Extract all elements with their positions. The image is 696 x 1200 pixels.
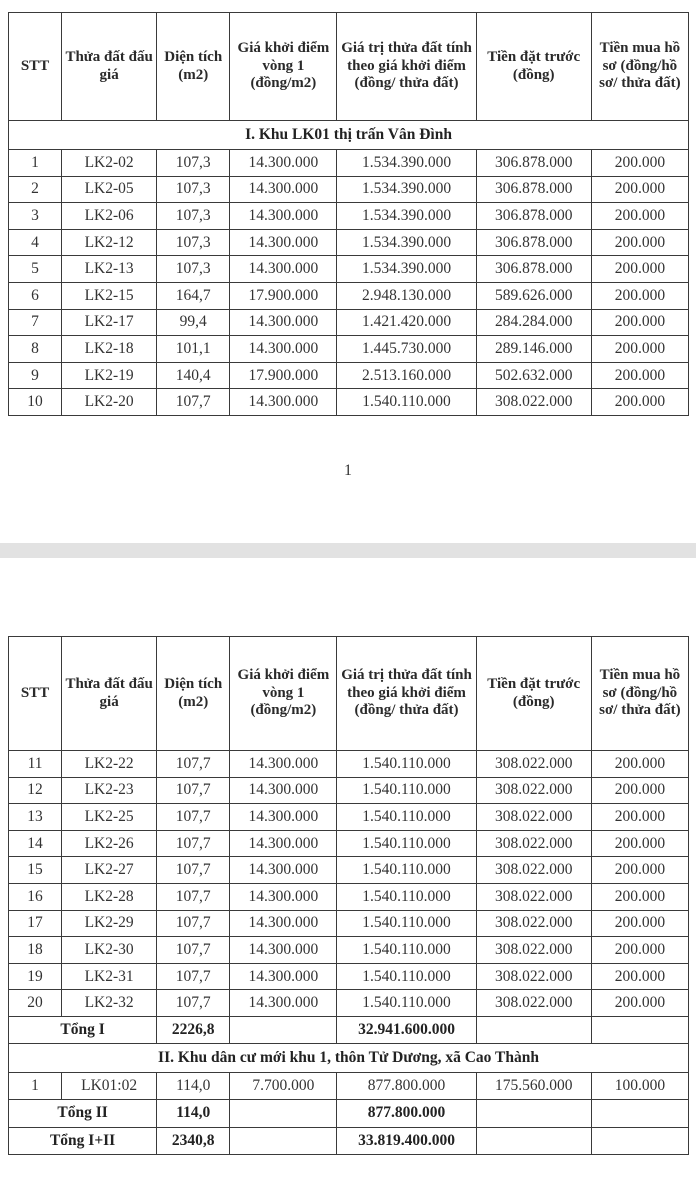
cell-dossier-fee: 200.000 [591,751,688,778]
cell-stt: 7 [9,309,62,336]
cell-parcel-value: 1.540.110.000 [337,830,476,857]
cell-parcel-value: 2.948.130.000 [337,282,476,309]
table-row [9,256,689,283]
total-empty [476,1127,591,1155]
cell-start-price: 14.300.000 [230,804,337,831]
cell-area: 107,3 [157,176,230,203]
table-row [9,362,689,389]
cell-deposit: 308.022.000 [476,389,591,416]
cell-parcel-value: 1.540.110.000 [337,910,476,937]
cell-stt: 17 [9,910,62,937]
cell-deposit: 306.878.000 [476,203,591,230]
cell-dossier-fee: 200.000 [591,910,688,937]
cell-parcel-value: 877.800.000 [337,1073,476,1100]
cell-start-price: 14.300.000 [230,857,337,884]
cell-start-price: 14.300.000 [230,990,337,1017]
cell-stt: 11 [9,751,62,778]
grand-total-label: Tổng I+II [9,1127,157,1155]
cell-deposit: 306.878.000 [476,229,591,256]
cell-dossier-fee: 200.000 [591,256,688,283]
header-deposit: Tiền đặt trước (đồng) [476,637,591,751]
header-parcel: Thửa đất đấu giá [62,13,157,121]
cell-parcel-value: 1.540.110.000 [337,751,476,778]
cell-parcel: LK2-22 [62,751,157,778]
table-row [9,176,689,203]
table-row [9,990,689,1017]
total-area: 114,0 [157,1100,230,1128]
cell-stt: 8 [9,336,62,363]
header-stt: STT [9,637,62,751]
cell-parcel-value: 1.540.110.000 [337,777,476,804]
cell-parcel-value: 1.421.420.000 [337,309,476,336]
cell-dossier-fee: 200.000 [591,804,688,831]
cell-deposit: 308.022.000 [476,910,591,937]
header-start-price: Giá khởi điểm vòng 1 (đồng/m2) [230,13,337,121]
cell-area: 107,7 [157,963,230,990]
total-empty [591,1016,688,1044]
cell-deposit: 306.878.000 [476,150,591,177]
cell-start-price: 14.300.000 [230,937,337,964]
header-area: Diện tích (m2) [157,637,230,751]
page-break-divider [0,543,696,558]
cell-start-price: 14.300.000 [230,777,337,804]
cell-start-price: 14.300.000 [230,256,337,283]
cell-dossier-fee: 200.000 [591,362,688,389]
cell-start-price: 14.300.000 [230,150,337,177]
cell-deposit: 308.022.000 [476,883,591,910]
table-header-row [9,13,689,121]
cell-start-price: 14.300.000 [230,389,337,416]
total-empty [591,1100,688,1128]
cell-deposit: 289.146.000 [476,336,591,363]
cell-dossier-fee: 200.000 [591,389,688,416]
cell-parcel-value: 1.540.110.000 [337,857,476,884]
cell-area: 107,7 [157,857,230,884]
cell-dossier-fee: 200.000 [591,309,688,336]
cell-parcel: LK2-06 [62,203,157,230]
cell-parcel-value: 1.540.110.000 [337,963,476,990]
cell-start-price: 14.300.000 [230,203,337,230]
cell-parcel: LK2-23 [62,777,157,804]
cell-dossier-fee: 200.000 [591,777,688,804]
table-row [9,389,689,416]
cell-area: 107,7 [157,777,230,804]
cell-start-price: 14.300.000 [230,309,337,336]
cell-parcel-value: 1.540.110.000 [337,990,476,1017]
total-value: 32.941.600.000 [337,1016,476,1044]
cell-parcel: LK2-31 [62,963,157,990]
total-section-2-row [9,1100,689,1128]
cell-stt: 2 [9,176,62,203]
section-1-title-row [9,121,689,150]
cell-start-price: 17.900.000 [230,282,337,309]
cell-parcel: LK2-32 [62,990,157,1017]
cell-dossier-fee: 200.000 [591,176,688,203]
cell-area: 107,7 [157,830,230,857]
cell-parcel: LK01:02 [62,1073,157,1100]
cell-start-price: 7.700.000 [230,1073,337,1100]
cell-stt: 10 [9,389,62,416]
cell-deposit: 308.022.000 [476,830,591,857]
cell-parcel-value: 1.445.730.000 [337,336,476,363]
cell-area: 107,7 [157,910,230,937]
cell-start-price: 14.300.000 [230,910,337,937]
cell-deposit: 308.022.000 [476,963,591,990]
cell-area: 107,7 [157,389,230,416]
cell-dossier-fee: 200.000 [591,883,688,910]
cell-dossier-fee: 200.000 [591,963,688,990]
cell-parcel-value: 1.540.110.000 [337,804,476,831]
header-parcel-value: Giá trị thửa đất tính theo giá khởi điểm (đồng/ thửa đất) [337,637,476,751]
cell-start-price: 14.300.000 [230,963,337,990]
cell-start-price: 14.300.000 [230,229,337,256]
cell-deposit: 306.878.000 [476,256,591,283]
header-deposit: Tiền đặt trước (đồng) [476,13,591,121]
cell-start-price: 14.300.000 [230,883,337,910]
table-row [9,282,689,309]
cell-dossier-fee: 200.000 [591,336,688,363]
cell-parcel: LK2-30 [62,937,157,964]
cell-start-price: 14.300.000 [230,830,337,857]
cell-dossier-fee: 200.000 [591,203,688,230]
grand-total-value: 33.819.400.000 [337,1127,476,1155]
cell-stt: 4 [9,229,62,256]
cell-parcel-value: 1.540.110.000 [337,937,476,964]
cell-deposit: 175.560.000 [476,1073,591,1100]
header-parcel: Thửa đất đấu giá [62,637,157,751]
table-row [9,804,689,831]
cell-parcel: LK2-27 [62,857,157,884]
cell-area: 107,7 [157,883,230,910]
cell-parcel-value: 1.534.390.000 [337,203,476,230]
cell-parcel: LK2-12 [62,229,157,256]
table-row [9,309,689,336]
auction-table-page-2 [8,636,689,1155]
cell-area: 140,4 [157,362,230,389]
cell-stt: 15 [9,857,62,884]
total-empty [476,1100,591,1128]
cell-deposit: 308.022.000 [476,857,591,884]
cell-deposit: 306.878.000 [476,176,591,203]
cell-area: 107,7 [157,990,230,1017]
cell-stt: 20 [9,990,62,1017]
cell-parcel-value: 1.534.390.000 [337,256,476,283]
table-row [9,751,689,778]
table-row [9,910,689,937]
cell-parcel-value: 1.540.110.000 [337,883,476,910]
table-row [9,150,689,177]
table-row [9,336,689,363]
cell-deposit: 308.022.000 [476,751,591,778]
cell-deposit: 502.632.000 [476,362,591,389]
cell-stt: 5 [9,256,62,283]
total-empty [476,1016,591,1044]
cell-start-price: 14.300.000 [230,336,337,363]
cell-parcel: LK2-18 [62,336,157,363]
cell-deposit: 308.022.000 [476,777,591,804]
cell-stt: 9 [9,362,62,389]
cell-area: 107,7 [157,804,230,831]
cell-stt: 6 [9,282,62,309]
table-row [9,229,689,256]
cell-dossier-fee: 200.000 [591,830,688,857]
section-2-title-row [9,1044,689,1073]
cell-area: 101,1 [157,336,230,363]
cell-stt: 12 [9,777,62,804]
table-row [9,883,689,910]
cell-stt: 16 [9,883,62,910]
cell-area: 164,7 [157,282,230,309]
cell-area: 114,0 [157,1073,230,1100]
cell-deposit: 589.626.000 [476,282,591,309]
cell-stt: 1 [9,150,62,177]
cell-dossier-fee: 200.000 [591,990,688,1017]
cell-parcel-value: 1.534.390.000 [337,150,476,177]
cell-stt: 14 [9,830,62,857]
cell-parcel-value: 1.534.390.000 [337,229,476,256]
table-row [9,963,689,990]
cell-start-price: 14.300.000 [230,176,337,203]
grand-total-row [9,1127,689,1155]
cell-dossier-fee: 200.000 [591,150,688,177]
header-dossier-fee: Tiền mua hồ sơ (đồng/hồ sơ/ thửa đất) [591,637,688,751]
cell-parcel: LK2-25 [62,804,157,831]
total-empty [591,1127,688,1155]
cell-parcel: LK2-13 [62,256,157,283]
cell-deposit: 308.022.000 [476,937,591,964]
cell-start-price: 14.300.000 [230,751,337,778]
cell-area: 107,7 [157,751,230,778]
cell-parcel: LK2-26 [62,830,157,857]
cell-parcel: LK2-02 [62,150,157,177]
header-dossier-fee: Tiền mua hồ sơ (đồng/hồ sơ/ thửa đất) [591,13,688,121]
section-1-title: I. Khu LK01 thị trấn Vân Đình [9,121,689,150]
cell-area: 107,7 [157,937,230,964]
cell-parcel: LK2-17 [62,309,157,336]
total-empty [230,1100,337,1128]
cell-stt: 13 [9,804,62,831]
total-empty [230,1127,337,1155]
table-row [9,203,689,230]
cell-area: 107,3 [157,150,230,177]
cell-parcel-value: 1.534.390.000 [337,176,476,203]
cell-parcel-value: 1.540.110.000 [337,389,476,416]
cell-parcel: LK2-29 [62,910,157,937]
cell-parcel: LK2-19 [62,362,157,389]
total-section-1-row [9,1016,689,1044]
table-row [9,857,689,884]
header-area: Diện tích (m2) [157,13,230,121]
total-empty [230,1016,337,1044]
section-2-title: II. Khu dân cư mới khu 1, thôn Tử Dương, xã Cao Thành [9,1044,689,1073]
total-label: Tổng II [9,1100,157,1128]
total-label: Tổng I [9,1016,157,1044]
table-row [9,777,689,804]
total-value: 877.800.000 [337,1100,476,1128]
cell-stt: 1 [9,1073,62,1100]
cell-deposit: 308.022.000 [476,804,591,831]
cell-deposit: 308.022.000 [476,990,591,1017]
table-header-row [9,637,689,751]
cell-stt: 3 [9,203,62,230]
cell-area: 99,4 [157,309,230,336]
page-number: 1 [344,462,352,479]
cell-area: 107,3 [157,256,230,283]
table-row [9,937,689,964]
cell-stt: 18 [9,937,62,964]
cell-dossier-fee: 200.000 [591,282,688,309]
cell-start-price: 17.900.000 [230,362,337,389]
cell-area: 107,3 [157,203,230,230]
cell-dossier-fee: 200.000 [591,937,688,964]
cell-dossier-fee: 200.000 [591,857,688,884]
cell-parcel: LK2-15 [62,282,157,309]
cell-stt: 19 [9,963,62,990]
table-row [9,1073,689,1100]
cell-parcel: LK2-28 [62,883,157,910]
auction-table-page-1 [8,12,689,416]
cell-parcel-value: 2.513.160.000 [337,362,476,389]
total-area: 2226,8 [157,1016,230,1044]
header-stt: STT [9,13,62,121]
cell-area: 107,3 [157,229,230,256]
header-start-price: Giá khởi điểm vòng 1 (đồng/m2) [230,637,337,751]
cell-parcel: LK2-05 [62,176,157,203]
cell-deposit: 284.284.000 [476,309,591,336]
cell-dossier-fee: 100.000 [591,1073,688,1100]
table-row [9,830,689,857]
cell-dossier-fee: 200.000 [591,229,688,256]
grand-total-area: 2340,8 [157,1127,230,1155]
header-parcel-value: Giá trị thửa đất tính theo giá khởi điểm (đồng/ thửa đất) [337,13,476,121]
cell-parcel: LK2-20 [62,389,157,416]
